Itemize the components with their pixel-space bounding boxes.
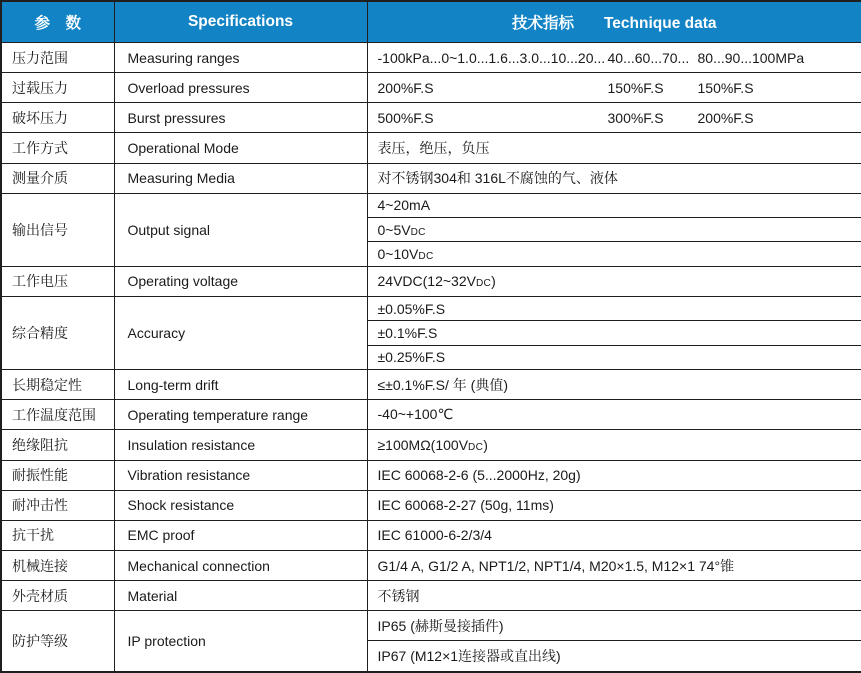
spec-cell: EMC proof: [114, 520, 367, 550]
value-text: ±0.25%F.S: [377, 349, 446, 366]
table-row: [1, 193, 861, 217]
table-row: [1, 520, 861, 550]
value-segment: 150%F.S: [607, 79, 664, 96]
value-text: 4~20mA: [377, 197, 431, 214]
value-cell: [367, 103, 861, 133]
value-cell: [367, 73, 861, 103]
value-cell: 表压，绝压，负压: [367, 133, 861, 163]
value-cell: IEC 60068-2-6 (5...2000Hz, 20g): [367, 460, 861, 490]
spec-cell: Shock resistance: [114, 490, 367, 520]
value-text: ≥100MΩ(100V: [377, 437, 469, 454]
table-row: [1, 460, 861, 490]
header-param: [1, 1, 114, 43]
value-segment: 200%F.S: [377, 79, 434, 96]
value-segment: 500%F.S: [377, 109, 434, 126]
value-text: 24VDC(12~32V: [377, 273, 476, 290]
table-row: [1, 133, 861, 163]
table-body: [1, 43, 861, 673]
header-technique-data: [367, 1, 861, 43]
param-cell: 破坏压力: [1, 103, 114, 133]
param-cell: 耐冲击性: [1, 490, 114, 520]
value-segment: 80...90...100MPa: [697, 49, 805, 66]
spec-cell: Burst pressures: [114, 103, 367, 133]
param-cell: 测量介质: [1, 163, 114, 193]
value-text: IP67 (M12×1连接器或直出线): [377, 648, 561, 665]
value-cell: 对不锈钢304和 316L不腐蚀的气、液体: [367, 163, 861, 193]
table-row: [1, 430, 861, 460]
spec-cell: Accuracy: [114, 297, 367, 370]
param-cell: 绝缘阻抗: [1, 430, 114, 460]
header-specifications-label: Specifications: [187, 13, 294, 30]
table-row: [1, 490, 861, 520]
value-cell: [367, 641, 861, 672]
value-segment: 150%F.S: [697, 79, 754, 96]
dc-subscript: DC: [410, 226, 426, 238]
spec-cell: Insulation resistance: [114, 430, 367, 460]
table-row: [1, 370, 861, 400]
table-row: [1, 266, 861, 296]
header-tech-en-label: Technique data: [603, 15, 717, 32]
param-cell: 耐振性能: [1, 460, 114, 490]
spec-cell: Operational Mode: [114, 133, 367, 163]
value-text: ±0.1%F.S: [377, 325, 438, 342]
table-row: [1, 43, 861, 73]
table-row: [1, 581, 861, 611]
value-cell: [367, 297, 861, 321]
value-segment: -100kPa...0~1.0...1.6...3.0...10...20...: [377, 49, 606, 66]
value-cell: ≤±0.1%F.S/ 年 (典值): [367, 370, 861, 400]
value-text: ): [491, 273, 496, 290]
spec-cell: Measuring Media: [114, 163, 367, 193]
param-cell: 过载压力: [1, 73, 114, 103]
dc-subscript: DC: [468, 442, 484, 454]
table-row: [1, 163, 861, 193]
value-cell: [367, 611, 861, 641]
table-row: [1, 297, 861, 321]
header-tech-cn-label: 技术指标: [511, 15, 574, 32]
value-cell: IEC 61000-6-2/3/4: [367, 520, 861, 550]
param-cell: 综合精度: [1, 297, 114, 370]
value-cell: G1/4 A, G1/2 A, NPT1/2, NPT1/4, M20×1.5, M12×1 74°锥: [367, 551, 861, 581]
spec-cell: IP protection: [114, 611, 367, 672]
value-cell: [367, 321, 861, 345]
param-cell: 压力范围: [1, 43, 114, 73]
value-text: ): [483, 437, 488, 454]
param-cell: 输出信号: [1, 193, 114, 266]
spec-cell: Output signal: [114, 193, 367, 266]
table-row: [1, 400, 861, 430]
value-cell: -40~+100℃: [367, 400, 861, 430]
value-segment: 300%F.S: [607, 109, 664, 126]
value-cell: [367, 218, 861, 242]
spec-cell: Material: [114, 581, 367, 611]
table-row: [1, 103, 861, 133]
value-cell: 不锈钢: [367, 581, 861, 611]
spec-cell: Vibration resistance: [114, 460, 367, 490]
value-segment: 40...60...70...: [607, 49, 690, 66]
spec-cell: Measuring ranges: [114, 43, 367, 73]
table-header: [1, 1, 861, 43]
value-cell: [367, 242, 861, 266]
value-text: IP65 (赫斯曼接插件): [377, 617, 504, 634]
param-cell: 抗干扰: [1, 520, 114, 550]
value-cell: [367, 193, 861, 217]
table-row: [1, 551, 861, 581]
param-cell: 防护等级: [1, 611, 114, 672]
table-row: [1, 611, 861, 641]
header-param-label: 参 数: [34, 15, 81, 32]
param-cell: 长期稳定性: [1, 370, 114, 400]
table-header-row: [1, 1, 861, 43]
value-text: 0~10V: [377, 246, 419, 263]
value-text: ±0.05%F.S: [377, 300, 446, 317]
value-cell: IEC 60068-2-27 (50g, 11ms): [367, 490, 861, 520]
param-cell: 工作温度范围: [1, 400, 114, 430]
header-specifications: [114, 1, 367, 43]
param-cell: 工作电压: [1, 266, 114, 296]
spec-cell: Operating voltage: [114, 266, 367, 296]
value-segment: 200%F.S: [697, 109, 754, 126]
value-cell: [367, 43, 861, 73]
value-cell: [367, 345, 861, 369]
dc-subscript: DC: [475, 278, 492, 290]
value-text: 0~5V: [377, 221, 411, 238]
spec-cell: Long-term drift: [114, 370, 367, 400]
param-cell: 外壳材质: [1, 581, 114, 611]
table-row: [1, 73, 861, 103]
spec-cell: Operating temperature range: [114, 400, 367, 430]
value-cell: [367, 266, 861, 296]
param-cell: 工作方式: [1, 133, 114, 163]
dc-subscript: DC: [418, 251, 434, 263]
spec-cell: Overload pressures: [114, 73, 367, 103]
param-cell: 机械连接: [1, 551, 114, 581]
value-cell: [367, 430, 861, 460]
spec-cell: Mechanical connection: [114, 551, 367, 581]
